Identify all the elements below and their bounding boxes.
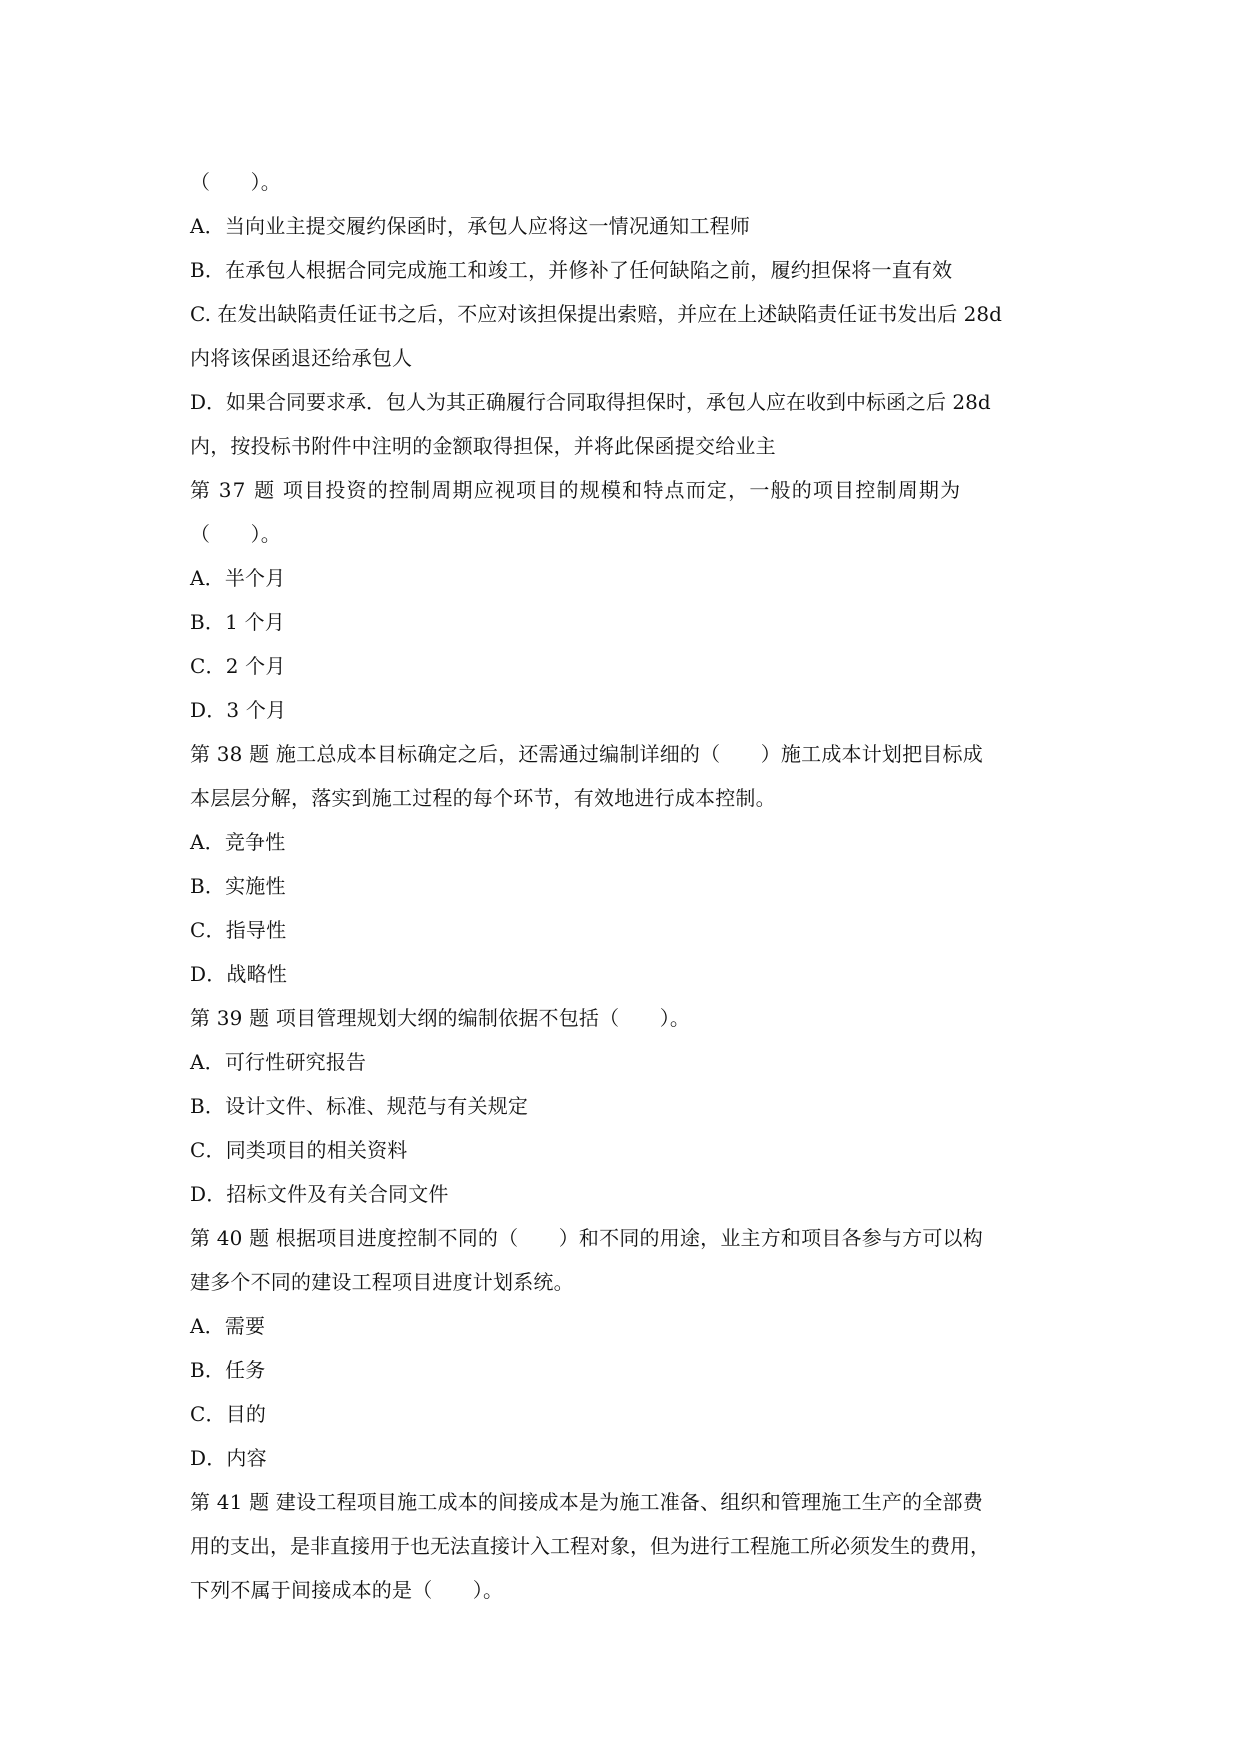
option-c-continued: 内将该保函退还给承包人 [190,346,413,370]
option-b: B．1 个月 [190,610,285,634]
option-a: A．需要 [190,1314,266,1338]
question-40-stem-continued: 建多个不同的建设工程项目进度计划系统。 [190,1270,574,1294]
question-41-stem-end: 下列不属于间接成本的是（ ）。 [190,1578,504,1602]
option-a: A．竞争性 [190,830,286,854]
option-d: D．内容 [190,1446,267,1470]
option-a: A．可行性研究报告 [190,1050,367,1074]
option-b: B．实施性 [190,874,286,898]
option-c: C. 在发出缺陷责任证书之后，不应对该担保提出索赔，并应在上述缺陷责任证书发出后 28d [190,302,1002,326]
question-41-stem-continued: 用的支出，是非直接用于也无法直接计入工程对象，但为进行工程施工所必须发生的费用， [190,1534,990,1558]
option-d: D．战略性 [190,962,288,986]
option-b: B．设计文件、标准、规范与有关规定 [190,1094,529,1118]
option-d: D．3 个月 [190,698,287,722]
option-a: A．当向业主提交履约保函时，承包人应将这一情况通知工程师 [190,214,751,238]
option-c: C．指导性 [190,918,287,942]
document-body [190,160,1070,1612]
question-41-stem: 第 41 题 建设工程项目施工成本的间接成本是为施工准备、组织和管理施工生产的全部费 [190,1490,983,1514]
question-40-stem: 第 40 题 根据项目进度控制不同的（ ）和不同的用途，业主方和项目各参与方可以构 [190,1226,983,1250]
question-39-stem: 第 39 题 项目管理规划大纲的编制依据不包括（ ）。 [190,1006,691,1030]
option-d: D．如果合同要求承．包人为其正确履行合同取得担保时，承包人应在收到中标函之后 28d [190,390,991,414]
option-d: D．招标文件及有关合同文件 [190,1182,449,1206]
question-38-stem-continued: 本层层分解，落实到施工过程的每个环节，有效地进行成本控制。 [190,786,776,810]
option-b: B．任务 [190,1358,266,1382]
question-37-stem-continued: （ ）。 [190,522,281,546]
option-c: C．目的 [190,1402,267,1426]
option-d-continued: 内，按投标书附件中注明的金额取得担保，并将此保函提交给业主 [190,434,776,458]
question-36-stem-end: （ ）。 [190,170,281,194]
option-c: C．2 个月 [190,654,286,678]
question-37-stem: 第 37 题 项目投资的控制周期应视项目的规模和特点而定，一般的项目控制周期为 [190,478,962,502]
option-a: A．半个月 [190,566,286,590]
option-c: C．同类项目的相关资料 [190,1138,408,1162]
question-38-stem: 第 38 题 施工总成本目标确定之后，还需通过编制详细的（ ）施工成本计划把目标成 [190,742,983,766]
option-b: B．在承包人根据合同完成施工和竣工，并修补了任何缺陷之前，履约担保将一直有效 [190,258,953,282]
